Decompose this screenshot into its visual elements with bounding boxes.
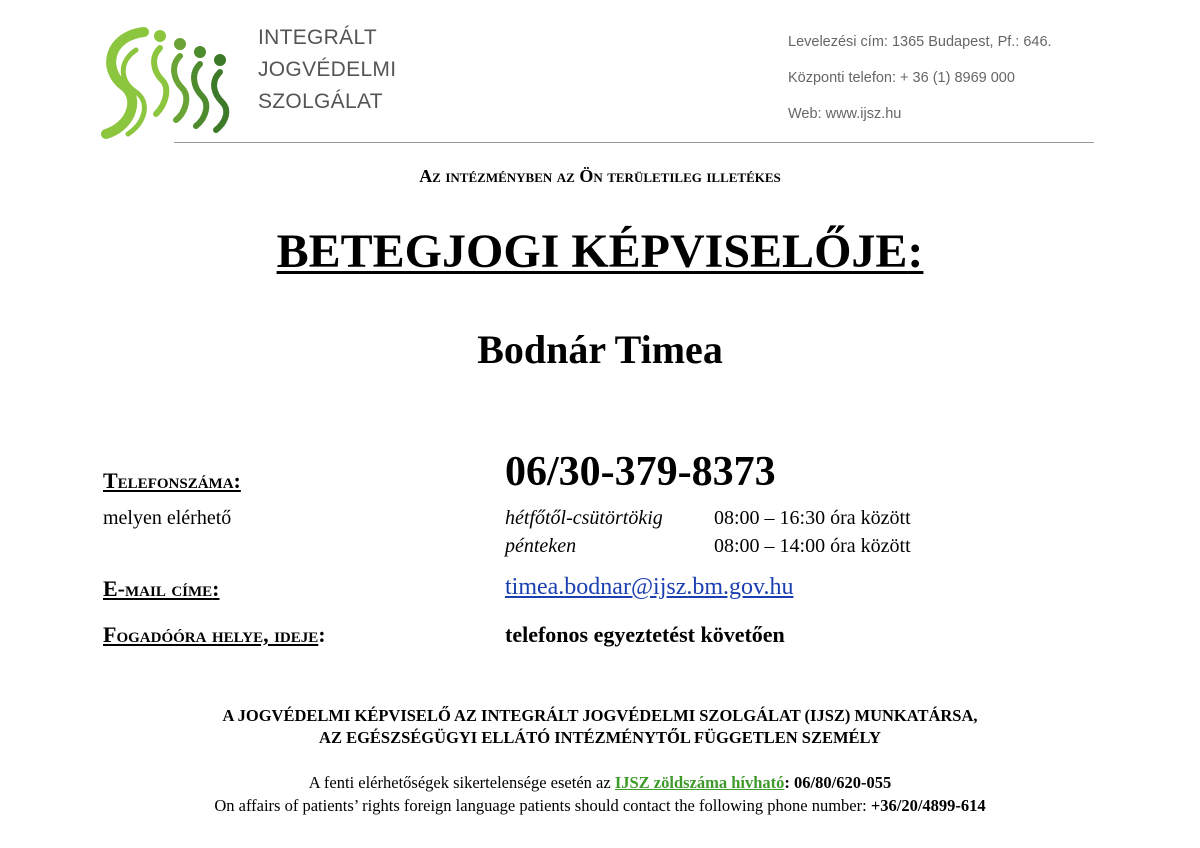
email-link[interactable]: timea.bodnar@ijsz.bm.gov.hu bbox=[505, 574, 794, 600]
phone-label-colon: : bbox=[233, 468, 241, 493]
foreign-language-phone[interactable]: +36/20/4899-614 bbox=[870, 796, 986, 815]
central-phone: Központi telefon: + 36 (1) 8969 000 bbox=[788, 70, 1015, 86]
footer-line-2 bbox=[0, 796, 1200, 816]
ijsz-logo bbox=[98, 22, 238, 146]
footer-line-1-prefix: A fenti elérhetőségek sikertelensége esetén az bbox=[308, 773, 615, 792]
notice-line-1: A JOGVÉDELMI KÉPVISELŐ AZ INTEGRÁLT JOGVÉDELMI SZOLGÁLAT (IJSZ) MUNKATÁRSA, bbox=[222, 706, 978, 725]
email-label bbox=[103, 576, 220, 602]
subtitle bbox=[0, 166, 1200, 187]
green-number: : 06/80/620-055 bbox=[784, 773, 892, 792]
subtitle-text: Az intézményben az Ön területileg illetékes bbox=[419, 166, 781, 186]
org-name-line-2: JOGVÉDELMI bbox=[258, 58, 397, 81]
reception-label-colon: : bbox=[318, 622, 326, 647]
page-title-colon: : bbox=[907, 225, 924, 278]
org-name-line-3: SZOLGÁLAT bbox=[258, 90, 383, 113]
schedule-hours-1: 08:00 – 16:30 óra között bbox=[714, 507, 911, 529]
phone-number[interactable]: 06/30-379-8373 bbox=[505, 449, 776, 495]
phone-label bbox=[103, 468, 241, 494]
green-number-link[interactable]: IJSZ zöldszáma hívható bbox=[614, 773, 785, 792]
reception-value: telefonos egyeztetést követően bbox=[505, 622, 785, 647]
phone-label-text: Telefonszáma bbox=[103, 468, 234, 493]
footer-line-2-prefix: On affairs of patients’ rights foreign language patients should contact the following phone number: bbox=[214, 796, 871, 815]
schedule-days-2: pénteken bbox=[505, 535, 577, 557]
reception-label-text: Fogadóóra helye, ideje bbox=[103, 622, 319, 647]
org-name-line-1: INTEGRÁLT bbox=[258, 26, 377, 49]
header-divider bbox=[174, 142, 1094, 143]
reception-label bbox=[103, 622, 326, 648]
availability-label: melyen elérhető bbox=[103, 507, 232, 529]
representative-name: Bodnár Timea bbox=[477, 327, 723, 372]
page-title-text: BETEGJOGI KÉPVISELŐJE bbox=[276, 225, 908, 278]
email-label-text: E-mail címe bbox=[103, 576, 213, 601]
postal-address: Levelezési cím: 1365 Budapest, Pf.: 646. bbox=[788, 34, 1052, 50]
header-contact bbox=[788, 24, 1052, 132]
website[interactable]: Web: www.ijsz.hu bbox=[788, 106, 902, 122]
org-name bbox=[258, 22, 396, 118]
notice-line-2: AZ EGÉSZSÉGÜGYI ELLÁTÓ INTÉZMÉNYTŐL FÜGGETLEN SZEMÉLY bbox=[319, 728, 881, 747]
page-title bbox=[0, 222, 1200, 282]
footer-line-1 bbox=[0, 773, 1200, 793]
schedule-hours-2: 08:00 – 14:00 óra között bbox=[714, 535, 911, 557]
email-label-colon: : bbox=[212, 576, 220, 601]
schedule-days-1: hétfőtől-csütörtökig bbox=[505, 507, 663, 529]
